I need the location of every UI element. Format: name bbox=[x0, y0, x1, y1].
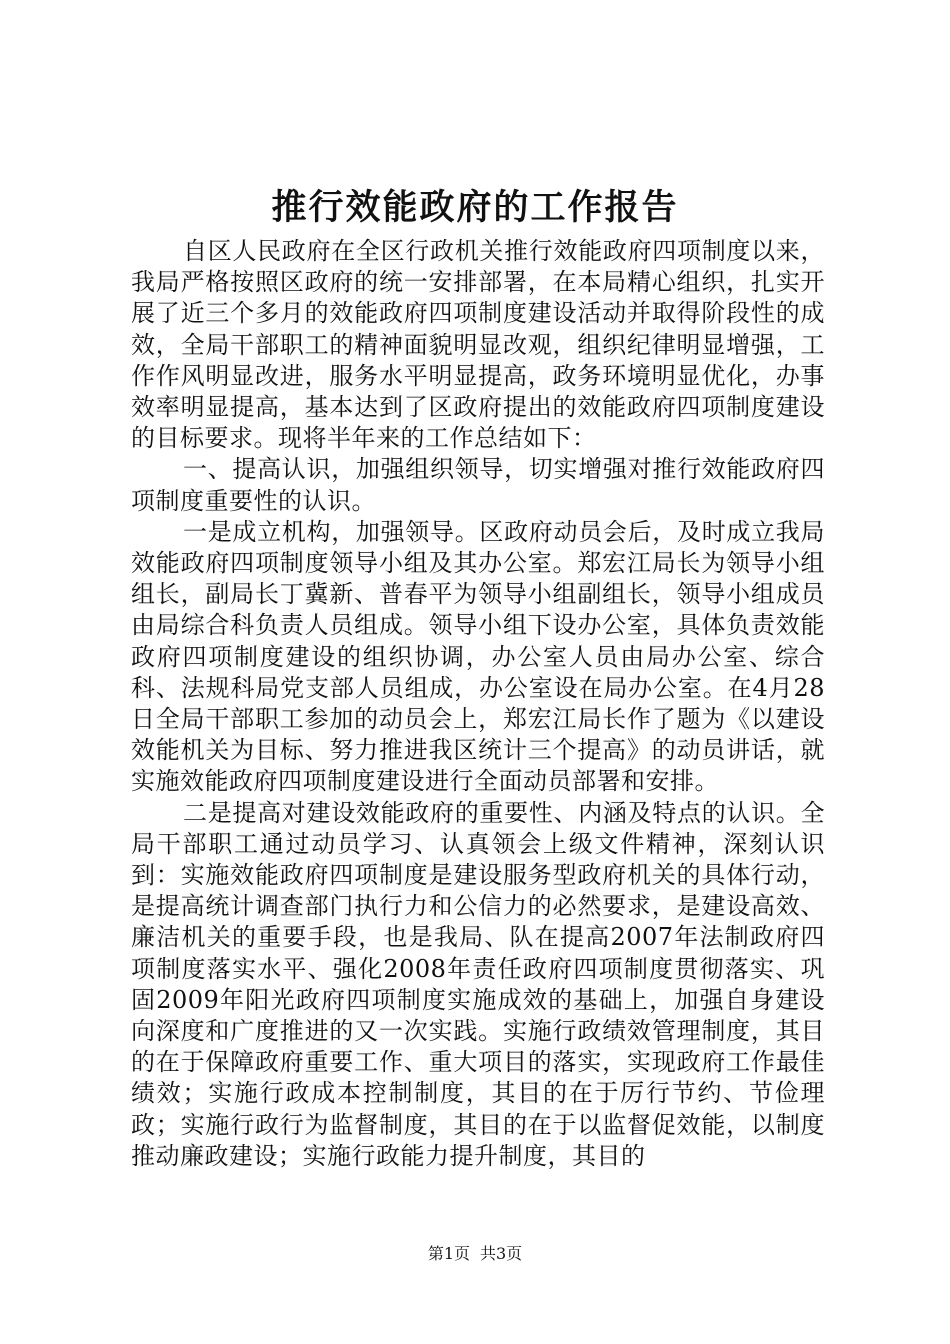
document-body bbox=[131, 236, 825, 1172]
paragraph-point-two: 二是提高对建设效能政府的重要性、内涵及特点的认识。全局干部职工通过动员学习、认真领会上级文件精神，深刻认识到：实施效能政府四项制度是建设服务型政府机关的具体行动，是提高统计调查部门执行力和公信力的必然要求，是建设高效、廉洁机关的重要手段，也是我局、队在提高2007年法制政府四项制度落实水平、强化2008年责任政府四项制度贯彻落实、巩固2009年阳光政府四项制度实施成效的基础上，加强自身建设向深度和广度推进的又一次实践。实施行政绩效管理制度，其目的在于保障政府重要工作、重大项目的落实，实现政府工作最佳绩效；实施行政成本控制制度，其目的在于厉行节约、节俭理政；实施行政行为监督制度，其目的在于以监督促效能，以制度推动廉政建设；实施行政能力提升制度，其目的 bbox=[131, 798, 825, 1170]
paragraph-intro: 自区人民政府在全区行政机关推行效能政府四项制度以来，我局严格按照区政府的统一安排部署，在本局精心组织，扎实开展了近三个多月的效能政府四项制度建设活动并取得阶段性的成效，全局干部职工的精神面貌明显改观，组织纪律明显增强，工作作风明显改进，服务水平明显提高，政务环境明显优化，办事效率明显提高，基本达到了区政府提出的效能政府四项制度建设的目标要求。现将半年来的工作总结如下： bbox=[131, 237, 825, 453]
page-number-current: 第1页 bbox=[427, 1244, 470, 1263]
paragraph-point-one: 一是成立机构，加强领导。区政府动员会后，及时成立我局效能政府四项制度领导小组及其办公室。郑宏江局长为领导小组组长，副局长丁冀新、普春平为领导小组副组长，领导小组成员由局综合科负责人员组成。领导小组下设办公室，具体负责效能政府四项制度建设的组织协调，办公室人员由局办公室、综合科、法规科局党支部人员组成，办公室设在局办公室。在4月28日全局干部职工参加的动员会上，郑宏江局长作了题为《以建设效能机关为目标、努力推进我区统计三个提高》的动员讲话，就实施效能政府四项制度建设进行全面动员部署和安排。 bbox=[131, 517, 825, 796]
document-title: 推行效能政府的工作报告 bbox=[271, 187, 679, 228]
paragraph-section-heading: 一、提高认识，加强组织领导，切实增强对推行效能政府四项制度重要性的认识。 bbox=[131, 455, 825, 515]
page-footer bbox=[0, 1243, 950, 1265]
page-number-total: 共3页 bbox=[480, 1244, 523, 1263]
